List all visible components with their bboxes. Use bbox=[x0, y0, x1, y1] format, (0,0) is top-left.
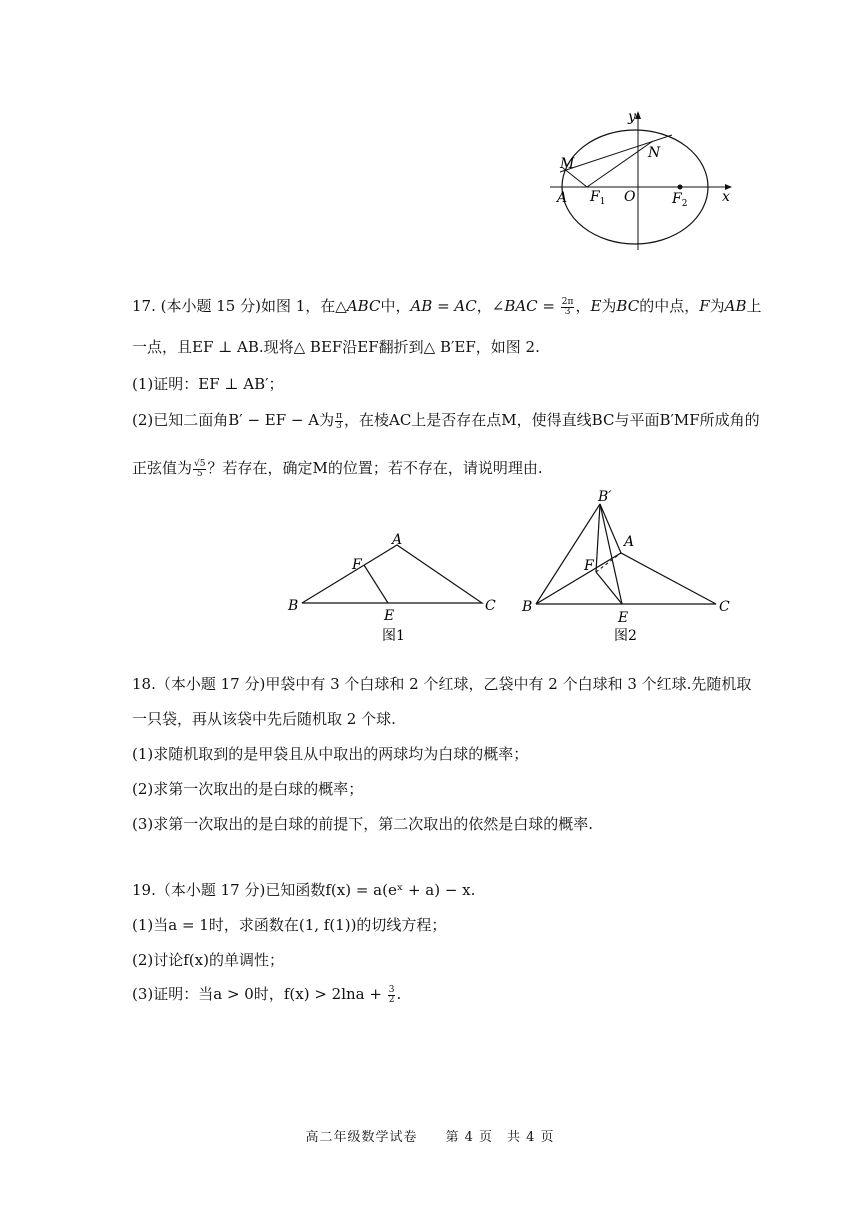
fig2-f-label: F bbox=[584, 558, 594, 574]
fig1-a-label: A bbox=[392, 532, 403, 548]
point-f2-label: $F_2$ bbox=[672, 191, 688, 209]
ellipse-figure bbox=[540, 105, 740, 255]
q17-part2-cont: 正弦值为 $\frac{√5}{5}$ ？若存在，确定M的位置；若不存在，请说明理由. bbox=[132, 458, 543, 479]
point-f1-label: $F_1$ bbox=[590, 189, 606, 207]
fig1-f-label: F bbox=[352, 557, 362, 573]
q17-part1: (1)证明：EF ⊥ AB′； bbox=[132, 375, 284, 393]
figure-1 bbox=[282, 528, 502, 650]
x-axis-label: x bbox=[722, 189, 730, 205]
fig2-a-label: A bbox=[624, 534, 635, 550]
q19-part1: (1)当a = 1时，求函数在(1, f(1))的切线方程； bbox=[132, 916, 447, 934]
point-n-label: N bbox=[648, 145, 661, 161]
fig2-e-label: E bbox=[618, 610, 629, 626]
page-footer: 高二年级数学试卷 第 4 页 共 4 页 bbox=[305, 1130, 555, 1145]
fig1-c-label: C bbox=[485, 598, 496, 614]
fig2-c-label: C bbox=[719, 599, 730, 615]
fig1-caption: 图1 bbox=[382, 628, 405, 644]
q18-part1: (1)求随机取到的是甲袋且从中取出的两球均为白球的概率； bbox=[132, 745, 529, 763]
fig1-b-label: B bbox=[288, 598, 299, 614]
q18-line2: 一只袋，再从该袋中先后随机取 2 个球. bbox=[132, 710, 396, 728]
fig1-e-label: E bbox=[384, 608, 395, 624]
point-a-label: A bbox=[557, 190, 568, 206]
fig2-b-label: B bbox=[522, 599, 533, 615]
y-axis-label: y bbox=[628, 109, 636, 125]
q17-line2: 一点，且EF ⊥ AB.现将△ BEF沿EF翻折到△ B′EF，如图 2. bbox=[132, 338, 540, 356]
point-m-label: M bbox=[560, 156, 575, 172]
q19-part2: (2)讨论f(x)的单调性； bbox=[132, 951, 284, 969]
q18-line1: 18.（本小题 17 分)甲袋中有 3 个白球和 2 个红球，乙袋中有 2 个白球和 3 个红球.先随机取 bbox=[132, 675, 752, 693]
fig2-bprime-label: B′ bbox=[598, 489, 612, 505]
q17-line1: 17. (本小题 15 分)如图 1，在△ABC中，AB = AC，∠BAC = $\frac{2\pi}{3}$ ，E为BC的中点，F为AB上 bbox=[132, 296, 762, 317]
q18-part3: (3)求第一次取出的是白球的前提下，第二次取出的依然是白球的概率. bbox=[132, 815, 594, 833]
origin-label: O bbox=[624, 189, 636, 205]
q18-part2: (2)求第一次取出的是白球的概率； bbox=[132, 780, 364, 798]
q19-part3: (3)证明：当a > 0时，f(x) > 2lna + $\frac{3}{2}$ . bbox=[132, 984, 402, 1005]
fraction-2pi-3: $\frac{2\pi}{3}$ bbox=[561, 296, 574, 317]
q19-line1: 19.（本小题 17 分)已知函数f(x) = a(eˣ + a) − x. bbox=[132, 881, 476, 899]
figure-2 bbox=[516, 484, 736, 650]
q17-part2: (2)已知二面角B′ − EF − A为 $\frac{\pi}{3}$ ，在棱AC上是否存在点M，使得直线BC与平面B′MF所成角的 bbox=[132, 410, 760, 431]
fig2-caption: 图2 bbox=[614, 628, 637, 644]
